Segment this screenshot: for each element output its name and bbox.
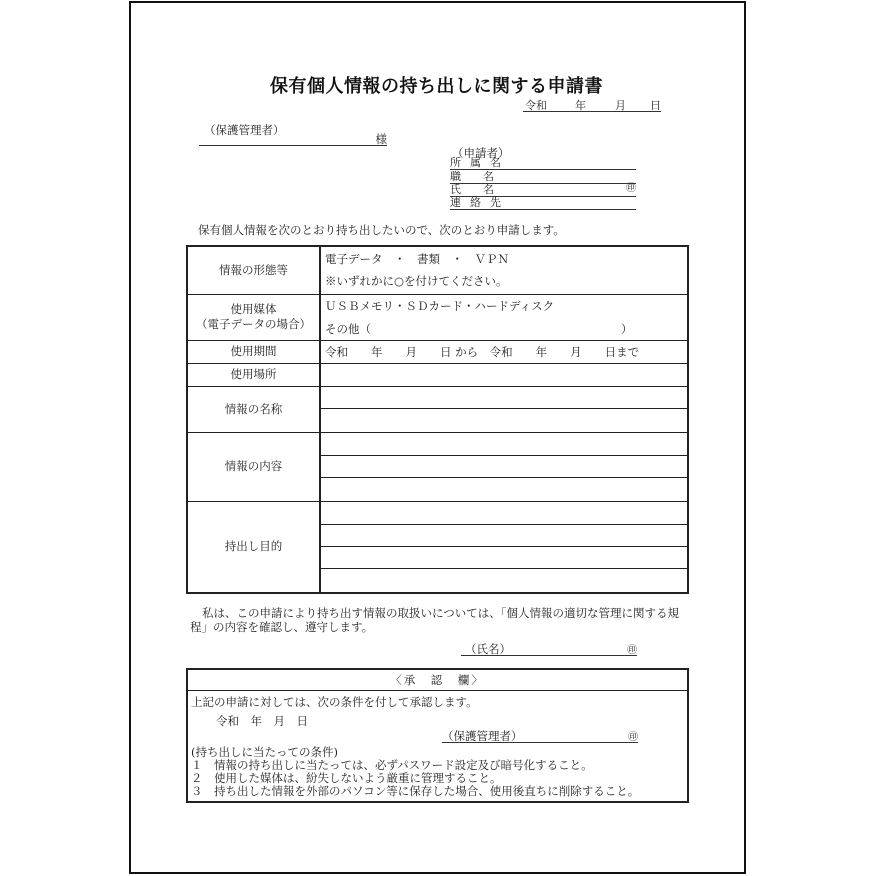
period-value[interactable]: 令和 年 月 日 から 令和 年 月 日まで [325,344,640,359]
media-other-close: ） [621,321,633,336]
declaration-text: 私は、この申請により持ち出す情報の取扱いについては、「個人情報の適切な管理に関する規程」の内容を確認し、遵守します。 [190,606,680,634]
manager-sama: 様 [375,132,387,146]
date-day: 日 [650,99,661,112]
row-place [187,363,688,386]
condition-item: ２ 使用した媒体は、紛失しないよう厳重に管理すること。 [191,771,502,785]
place-field[interactable] [320,363,688,386]
info-content-line-2[interactable] [321,456,687,478]
info-content-line-1[interactable] [321,434,687,456]
approval-text: 上記の申請に対しては、次の条件を付して承認します。 [191,695,478,709]
signer-line[interactable] [461,641,637,656]
applicant-contact-label: 連絡先 [450,196,510,209]
purpose-line-3[interactable] [321,547,687,569]
approval-date: 令和 年 月 日 [216,714,308,728]
media-options[interactable]: ＵＳＢメモリ・ＳＤカード・ハードディスク [325,298,555,313]
date-era: 令和 [525,99,547,112]
manager-label: （保護管理者） [204,123,285,137]
applicant-affiliation-row [450,157,636,170]
document-title: 保有個人情報の持ち出しに関する申請書 [270,76,603,97]
applicant-name-label: 氏名 [450,183,516,196]
info-name-line-1[interactable] [321,387,687,409]
application-table [186,245,689,594]
purpose-line-2[interactable] [321,525,687,547]
media-other-label: その他（ [325,321,371,336]
purpose-line-1[interactable] [321,503,687,525]
condition-item: １ 情報の持ち出しに当たっては、必ずパスワード設定及び暗号化すること。 [191,758,593,772]
info-content-line-3[interactable] [321,478,687,500]
signer-label: （氏名） [465,642,511,656]
form-note: ※いずれかに○を付けてください。 [325,274,508,289]
media-other[interactable] [321,318,687,340]
signer-seal: ㊞ [627,645,637,656]
place-label: 使用場所 [187,363,320,386]
intro-text: 保有個人情報を次のとおり持ち出したいので、次のとおり申請します。 [198,223,565,237]
applicant-contact-row [450,197,636,210]
approval-manager-label: （保護管理者） [442,729,523,743]
purpose-label: 持出し目的 [187,501,320,593]
approval-heading: 〈承 認 欄〉 [188,670,687,691]
row-name [187,386,688,432]
media-label: 使用媒体 [230,302,277,316]
condition-item: ３ 持ち出した情報を外部のパソコン等に保存した場合、使用後直ちに削除すること。 [191,784,640,798]
media-label-sub: （電子データの場合） [196,317,311,331]
info-name-label: 情報の名称 [187,386,320,432]
row-content [187,432,688,501]
form-options[interactable]: 電子データ ・ 書類 ・ ＶＰＮ [325,252,509,267]
applicant-seal: ㊞ [626,183,636,194]
applicant-heading: （申請者） [452,146,510,160]
date-year: 年 [575,99,586,112]
row-period [187,340,688,363]
conditions-block [191,746,639,798]
form-label: 情報の形態等 [187,246,320,294]
row-purpose [187,501,688,593]
application-date [523,97,661,112]
row-form [187,246,688,294]
period-label: 使用期間 [187,340,320,363]
info-content-label: 情報の内容 [187,432,320,501]
applicant-affiliation-label: 所属名 [450,156,510,169]
applicant-title-label: 職名 [450,170,516,183]
approval-seal: ㊞ [628,732,638,743]
manager-line [199,132,387,146]
approval-manager-line[interactable] [442,728,638,743]
purpose-line-4[interactable] [321,569,687,591]
date-month: 月 [615,99,626,112]
approval-box [186,668,689,803]
info-name-line-2[interactable] [321,409,687,431]
conditions-heading: (持ち出しに当たっての条件) [191,745,338,759]
row-media [187,294,688,340]
